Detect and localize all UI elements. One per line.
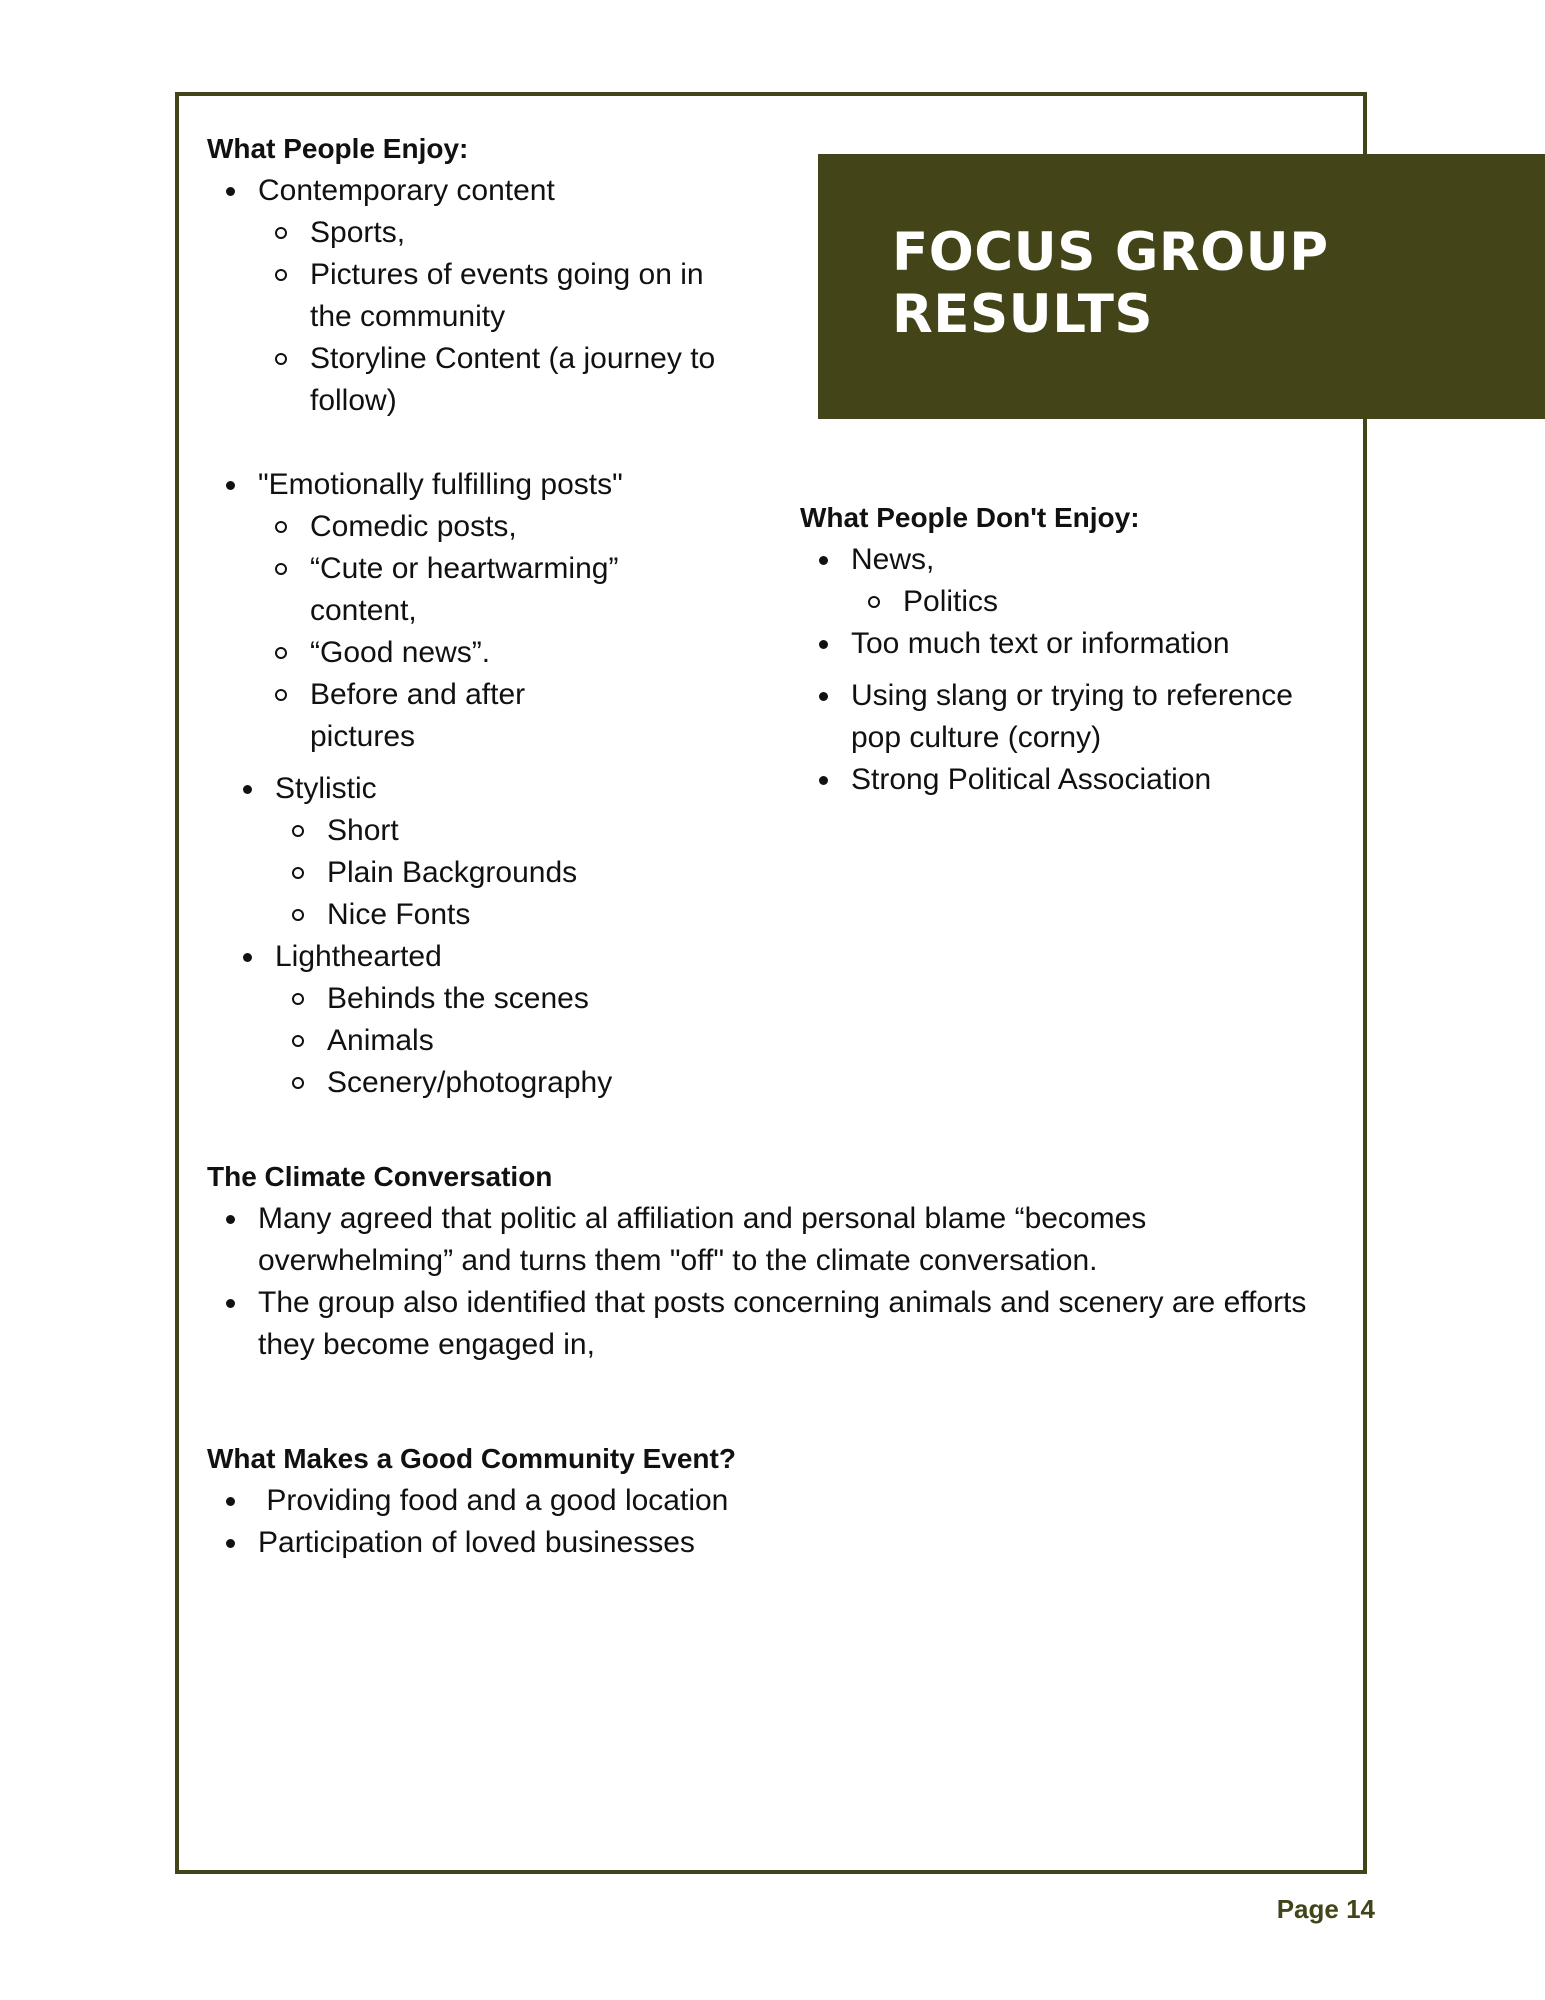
stylistic-label: Stylistic <box>275 772 377 805</box>
list-item: Animals <box>275 1020 727 1062</box>
list-item: Providing food and a good location <box>207 1480 1307 1522</box>
climate-list <box>207 1198 1327 1366</box>
stylistic-sublist <box>275 810 727 936</box>
list-item <box>207 170 727 422</box>
dont-enjoy-list <box>800 539 1340 801</box>
list-item: Short <box>275 810 727 852</box>
event-list <box>207 1480 1307 1564</box>
news-label: News, <box>851 543 935 576</box>
list-item: Comedic posts, <box>258 506 638 548</box>
list-item: “Cute or heartwarming” content, <box>258 548 638 632</box>
list-item: Storyline Content (a journey to follow) <box>258 338 727 422</box>
emotional-label: "Emotionally fulfilling posts" <box>258 468 623 501</box>
dont-enjoy-section <box>800 497 1340 801</box>
page-title-line-1: FOCUS GROUP <box>892 222 1329 283</box>
list-item: Participation of loved businesses <box>207 1522 1307 1564</box>
list-item: Behinds the scenes <box>275 978 727 1020</box>
list-item: “Good news”. <box>258 632 638 674</box>
event-section <box>207 1438 1307 1564</box>
news-sublist <box>851 581 1340 623</box>
list-item: Strong Political Association <box>800 759 1340 801</box>
enjoy-list <box>207 170 727 758</box>
climate-heading: The Climate Conversation <box>207 1161 553 1192</box>
enjoy-list-2 <box>224 768 727 1104</box>
contemporary-sublist <box>258 212 727 422</box>
list-item: Many agreed that politic al affiliation and personal blame “becomes overwhelming” and turns them "off" to the climate conversation. <box>207 1198 1327 1282</box>
list-item <box>224 936 727 1104</box>
contemporary-label: Contemporary content <box>258 174 555 207</box>
page-number: Page 14 <box>1276 1894 1375 1924</box>
enjoy-heading: What People Enjoy: <box>207 133 469 164</box>
emotional-sublist <box>258 506 638 758</box>
list-item: Pictures of events going on in the community <box>258 254 727 338</box>
list-item: Too much text or information <box>800 623 1340 665</box>
climate-section <box>207 1156 1327 1366</box>
dont-enjoy-heading: What People Don't Enjoy: <box>800 502 1140 533</box>
list-item: Politics <box>851 581 1340 623</box>
list-item <box>224 768 727 936</box>
lighthearted-label: Lighthearted <box>275 940 442 973</box>
enjoy-section <box>207 128 727 1104</box>
page-title <box>892 222 1329 346</box>
list-item: Nice Fonts <box>275 894 727 936</box>
event-heading: What Makes a Good Community Event? <box>207 1443 736 1474</box>
list-item <box>207 464 727 758</box>
lighthearted-sublist <box>275 978 727 1104</box>
page-title-line-2: RESULTS <box>892 284 1154 345</box>
list-item: Scenery/photography <box>275 1062 727 1104</box>
list-item <box>800 539 1340 623</box>
list-item: Sports, <box>258 212 727 254</box>
list-item: The group also identified that posts concerning animals and scenery are efforts they become engaged in, <box>207 1282 1327 1366</box>
list-item: Before and after pictures <box>258 674 638 758</box>
list-item: Using slang or trying to reference pop culture (corny) <box>800 675 1340 759</box>
list-item: Plain Backgrounds <box>275 852 727 894</box>
title-banner <box>818 154 1545 419</box>
